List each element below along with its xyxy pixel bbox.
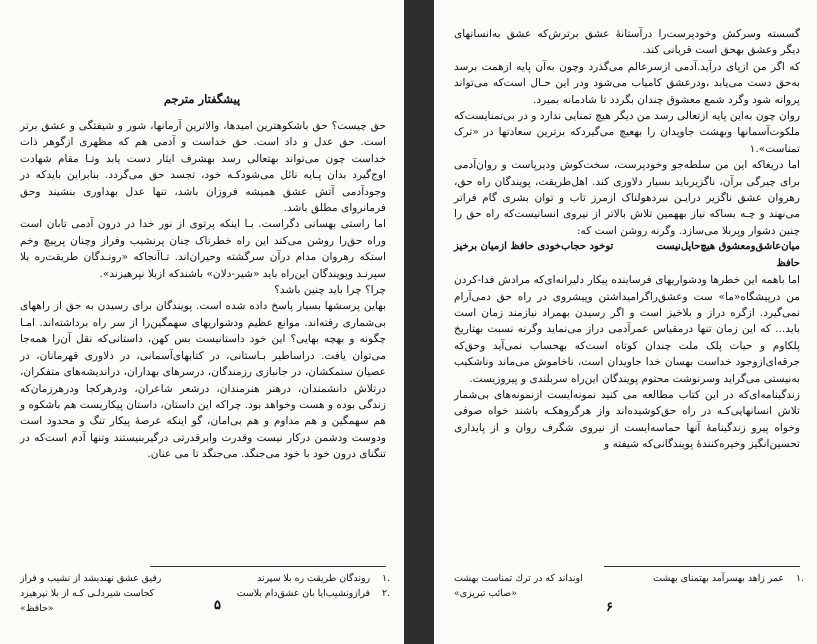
footnote-hemistich: روندگان طریقت ره بلا سپرند [257,573,370,584]
footnote-item [454,572,804,587]
footnote-item [20,587,390,602]
footnote-hemistich: رفیق عشق نهندیشد از نشیب و فراز [20,573,162,584]
footnote-hemistich: اونداند كه در ترك تمناست بهشت [454,573,583,584]
right-body [454,26,800,453]
footnote-number: ۱. [795,573,804,584]
footnote-item [20,602,390,617]
footnote-hemistich: کجاست شیردلـی کـه از بلا نپرهیزد [20,588,155,599]
paragraph: بهاین پرسشها بسیار پاسخ داده شده است. پویندگان برای رسیدن به حق از راههای بی‌شماری رفته‌اند. موانع عظیم ودشواریهای سهمگین‌را از سر راه برداشته‌اند. امـا چگونه و بهچه بهایی؟ این خود داستانیست بس کهن، داستانی‌که نقل آن‌را همه‌جا می‌توان یافت. دراساطیر بـاستانی، در کتابهای‌آسمانی، در دلاوری قهرمانان، در عصیان ستمکشان، در جانبازی رزمندگان، درسرهای بهداران، دراندیشه‌های متفکران، درتلاش دانشمندان، درهنر هنرمندان، درشعر شاعران، ودرهرکجا ودرهرزمان‌که زندگی بوده و هست وخواهد بود. چراکه این داستان، داستان پیکاریست هم باشکوه و هم سهمگین و هم مداوم و هم بی‌امان، گو اینکه عرصهٔ پیکار تنگ و محدود است ودوست ودشمن درکار نیست وقدرت وابرقدرتی درگیربنیستند وتنها آدم است‌که در تنگنای درون خود با خود می‌جنگد. می‌جنگد تا می عنان. [20,300,386,461]
footnote-item [20,572,390,587]
footnote-number: ۲. [381,588,390,599]
paragraph: گسسته وسرکش وخودپرست‌را درآستانهٔ عشق برترش‌که عشق به‌انسانهای دیگر وعشق بهحق است قربانی کند. [454,28,800,57]
footnote-attribution: «حافظ» [20,603,54,614]
footnote-number: ۱. [381,573,390,584]
paragraph: چرا؟ چرا باید چنین باشد؟ [274,284,386,297]
footnote-divider [150,566,386,567]
verse-attribution: حافظ [776,257,800,269]
paragraph: زندگینامه‌ای‌که در این کتاب مطالعه می کنید نمونه‌ایست ازنمونه‌های بی‌شمار تلاش انسانهایی‌کـه در راه حق‌کوشیده‌اند واز هرگروهکـه باشند خواه صوفی وخواه پیرو زندگینامهٔ آنها حماسه‌ایست از نیروی شگرف روان و از پایداری تحسین‌انگیز وخیره‌کنندهٔ پویندگانی‌که شیفته و [454,388,800,451]
page-title: پیشگفتار مترجم [163,92,241,106]
footnotes [20,572,390,617]
left-body [20,118,386,463]
paragraph: که اگر من ازپای درآید.آدمی ازسرعالم می‌گذرد وچون به‌آن پایه ازهمت برسد به‌حق دست می‌یابد ،ودرعشق کامیاب می‌شود ودر این حـال است‌که می‌تواند پروانه شود وگرد شمع معشوق چندان بگردد تا شادمانه بمیرد. [454,60,800,106]
footnote-item [454,587,804,602]
footnote-divider [604,566,800,567]
right-page [434,0,817,644]
paragraph: اما دریغاکه این من سلطه‌جو وخودپرست، سخت‌کوش ودیرپاست و روان‌آدمی برای چیرگی برآن، ناگزیرباید بسیار دلاوری کند. اهل‌طریقت، پویندگان راه حق، رهروان عشق ناگزیر درایـن نبردهولناک ازمرز تاب و توان بشری گام فراتر می‌نهند و چـه بساکه نیاز بههمین تلاش بالاتر از نیروی انسانیست‌که راه حق را چنین دشوار وپربلا می‌سازد. وگرنه روشن است که: [454,159,800,237]
book-gutter [404,0,434,644]
verse-line [454,239,800,255]
footnote-hemistich: عمر زاهد بهسرآمد بهتمنای بهشت [653,573,784,584]
footnote-hemistich: فرازونشیب‌ایا بان عشق‌دام بلاست [236,588,370,599]
verse-hemistich: توخود حجاب‌خودی حافظ ازمیان برخیز [454,241,614,253]
footnote-attribution: «صائب تبریزی» [454,588,517,599]
page-number: ۶ [606,600,613,615]
verse-hemistich: میان‌عاشق‌ومعشوق هیچ‌حایل‌نیست [656,241,800,253]
paragraph: حق چیست؟ حق باشکوهترین امیدها، والاترین آرمانها، شور و شیفتگی و عشق برتر است. حق عدل و داد است. حق خداست و آدمی هم که مظهری ازگوهر ذات خداست چون می‌تواند بهتعالی رسد بهشرف ایثار دست یابد وتـا مقام شهادت اوج‌گیرد بدان پـایه نائل می‌شودکـه خود، تجسد حق می‌گردد. بنابراین بایدکه در وجودآدمی آتش عشق همیشه فروزان باشد، تنها عدل بهداوری بنشیند وحق فرمانروای مطلق باشد. [20,120,386,215]
page-number: ۵ [214,598,221,613]
paragraph: اما راستی بهسانی دگراست. بـا اینکه پرتوی از نور خدا در درون آدمی تابان است وراه حق‌را روشن می‌کند این راه خطرناک چنان پرنشیب وفراز وچنان پرپیچ وخم استکه رهروان مدام درآن سرگشته وحیران‌اند. تـاآنجاکه «رونـدگان طریقت‌ره بلا سپرنـد وپویندگان این‌راه باید «شیر-دلان» باشندکه ازبلا نپرهیزند». [20,218,386,280]
footnotes [454,572,804,602]
paragraph: اما باهمه این خطرها ودشواریهای فرساینده پیکار دلیرانه‌ای‌که مرادش فدا-کردن من درپیشگاه«ما» ست وعشق‌راگرامیداشتن وپیشروی در راه حق دمی‌آرام نمی‌گیرد. ازگره دراز و بلاخیز است و اگر رسیدن بهمراد نیازمند زمان است باید... که این زمان تنها درمقیاس عمرآدمی دراز می‌نماید وگرنه نسبت بهتاریخ پلکاوم و حیات پلک ملت چندان کوتاه است‌که بهحساب نمی‌آید وحق‌که جرقه‌ای‌ازوجود خداست بهسان خدا جاویدان است، ناخاموش می‌ماند وناشکیب به‌نیستی می‌گراید وسرنوشت محتوم پویندگان این‌راه سربلندی و پیروزیست. [454,274,800,385]
paragraph: روان چون به‌این پایه ازتعالی رسد من دیگر هیچ تمنایی ندارد و در بی‌تمنایست‌که ملکوت‌آسمانها وبهشت جاویدان را بهعیچ می‌گیردکه برترین سعادتها در «ترک تمناست».۱ [454,110,800,155]
left-page [0,0,404,644]
